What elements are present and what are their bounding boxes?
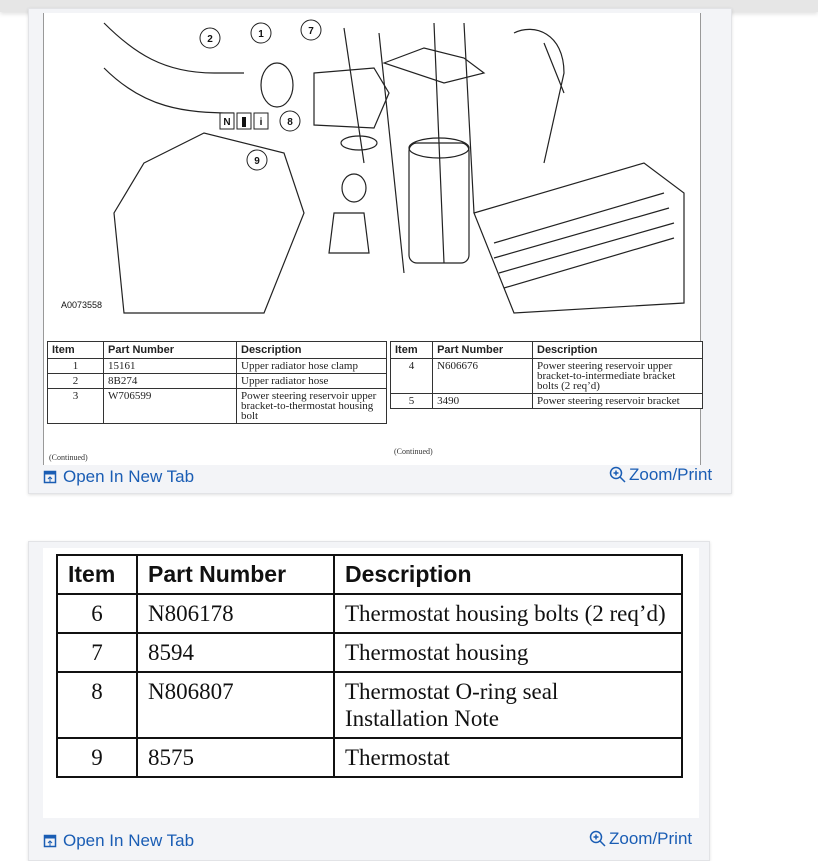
svg-text:9: 9 [254, 156, 260, 167]
svg-text:7: 7 [308, 26, 314, 37]
zoom-print-link[interactable]: Zoom/Print [609, 465, 712, 485]
header-part-number: Part Number [137, 555, 334, 594]
open-in-new-tab-link[interactable]: Open In New Tab [43, 467, 194, 487]
zoom-in-icon [589, 830, 607, 848]
parts-table-left [47, 341, 387, 424]
callout-8 [280, 111, 300, 131]
table-row: 5 3490 Power steering reservoir bracket [391, 394, 703, 409]
parts-table-right [390, 341, 703, 409]
continued-note-left: (Continued) [49, 453, 88, 462]
open-in-new-tab-link-2[interactable]: Open In New Tab [43, 831, 194, 851]
svg-text:1: 1 [258, 29, 264, 40]
diagram-image[interactable] [43, 13, 701, 465]
continued-note-right: (Continued) [394, 447, 433, 456]
callout-7 [301, 20, 321, 40]
header-description: Description [334, 555, 682, 594]
table-row: 8 N806807 Thermostat O-ring seal Installation Note [57, 672, 682, 738]
table-row: 3 W706599 Power steering reservoir upper bracket-to-thermostat housing bolt [48, 389, 387, 424]
parts-table-continued [56, 554, 683, 778]
table-row: 9 8575 Thermostat [57, 738, 682, 777]
note-symbols [220, 113, 268, 129]
open-new-tab-icon [43, 470, 57, 484]
table-row: 6 N806178 Thermostat housing bolts (2 req’d) [57, 594, 682, 633]
zoom-in-icon [609, 466, 627, 484]
diagram-card-1 [28, 8, 732, 494]
table-row: 2 8B274 Upper radiator hose [48, 374, 387, 389]
header-description: Description [533, 342, 703, 359]
header-part-number: Part Number [433, 342, 533, 359]
figure-id: A0073558 [61, 300, 103, 310]
diagram-card-2 [28, 541, 710, 861]
callout-9 [247, 150, 267, 170]
svg-text:i: i [259, 117, 263, 128]
header-item: Item [391, 342, 433, 359]
header-item: Item [48, 342, 104, 359]
zoom-print-link-2[interactable]: Zoom/Print [589, 829, 692, 849]
open-new-tab-icon [43, 834, 57, 848]
table-row: 4 N606676 Power steering reservoir upper bracket-to-intermediate bracket bolts (2 req’d) [391, 359, 703, 394]
header-item: Item [57, 555, 137, 594]
svg-text:2: 2 [207, 34, 213, 45]
svg-text:8: 8 [287, 117, 293, 128]
table-row: 1 15161 Upper radiator hose clamp [48, 359, 387, 374]
callout-1 [251, 23, 271, 43]
callout-2 [200, 28, 220, 48]
header-part-number: Part Number [104, 342, 237, 359]
table-row: 7 8594 Thermostat housing [57, 633, 682, 672]
header-description: Description [237, 342, 387, 359]
table-image[interactable] [43, 548, 699, 818]
svg-text:N: N [223, 117, 231, 128]
